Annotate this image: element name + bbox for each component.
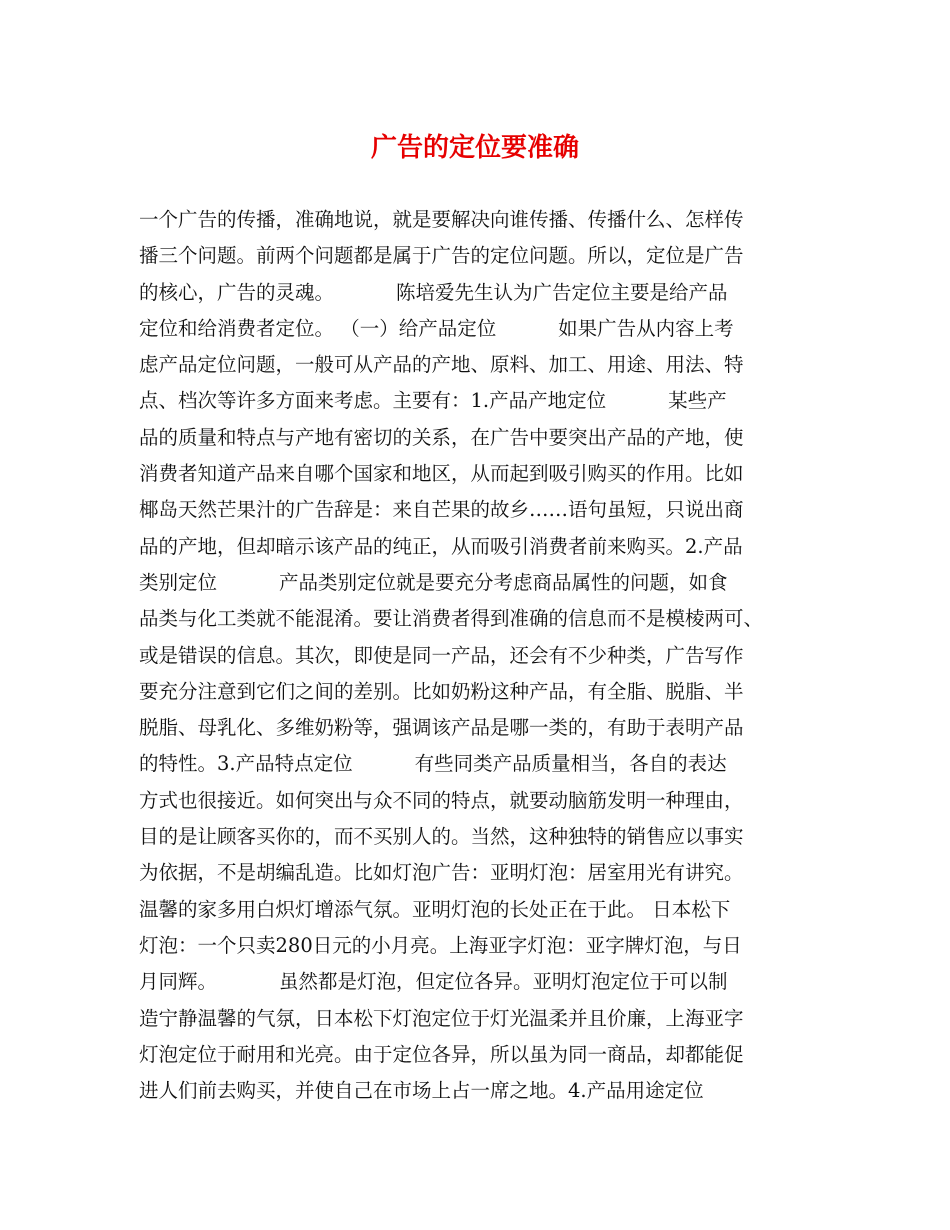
body-text-line: 播三个问题。前两个问题都是属于广告的定位问题。所以，定位是广告 <box>139 244 744 268</box>
body-text-line: 的特性。3.产品特点定位 有些同类产品质量相当，各自的表达 <box>139 752 727 776</box>
body-text-line: 方式也很接近。如何突出与众不同的特点，就要动脑筋发明一种理由， <box>139 788 744 812</box>
document-title: 广告的定位要准确 <box>370 133 579 163</box>
body-text-line: 定位和给消费者定位。 （一）给产品定位 如果广告从内容上考 <box>139 316 734 340</box>
body-text-line: 月同辉。 虽然都是灯泡，但定位各异。亚明灯泡定位于可以制 <box>139 970 728 994</box>
body-text-line: 的核心，广告的灵魂。 陈培爱先生认为广告定位主要是给产品 <box>139 280 728 304</box>
body-text-line: 为依据，不是胡编乱造。比如灯泡广告：亚明灯泡：居室用光有讲究。 <box>139 861 744 885</box>
body-text-line: 品的产地，但却暗示该产品的纯正，从而吸引消费者前来购买。2.产品 <box>139 534 743 558</box>
body-text-line: 消费者知道产品来自哪个国家和地区，从而起到吸引购买的作用。比如 <box>139 462 744 486</box>
body-text-line: 灯泡：一个只卖280日元的小月亮。上海亚字灯泡：亚字牌灯泡，与日 <box>139 933 742 957</box>
document-body <box>139 202 839 1109</box>
body-text-line: 椰岛天然芒果汁的广告辞是：来自芒果的故乡……语句虽短，只说出商 <box>139 498 744 522</box>
body-text-line: 造宁静温馨的气氛，日本松下灯泡定位于灯光温柔并且价廉，上海亚字 <box>139 1006 744 1030</box>
body-text-line: 温馨的家多用白炽灯增添气氛。亚明灯泡的长处正在于此。 日本松下 <box>139 897 731 921</box>
body-text-line: 进人们前去购买，并使自己在市场上占一席之地。4.产品用途定位 <box>139 1079 704 1103</box>
body-text-line: 一个广告的传播，准确地说，就是要解决向谁传播、传播什么、怎样传 <box>139 208 744 231</box>
body-text-line: 目的是让顾客买你的，而不买别人的。当然，这种独特的销售应以事实 <box>139 825 744 849</box>
body-text-line: 或是错误的信息。其次，即使是同一产品，还会有不少种类，广告写作 <box>139 643 744 667</box>
body-text-line: 虑产品定位问题，一般可从产品的产地、原料、加工、用途、用法、特 <box>139 353 744 377</box>
body-text-line: 脱脂、母乳化、多维奶粉等，强调该产品是哪一类的，有助于表明产品 <box>139 716 744 740</box>
body-text-line: 品类与化工类就不能混淆。要让消费者得到准确的信息而不是模棱两可、 <box>139 607 764 631</box>
body-text-line: 灯泡定位于耐用和光亮。由于定位各异，所以虽为同一商品，却都能促 <box>139 1042 744 1066</box>
body-text-line: 要充分注意到它们之间的差别。比如奶粉这种产品，有全脂、脱脂、半 <box>139 679 744 703</box>
body-text-line: 品的质量和特点与产地有密切的关系，在广告中要突出产品的产地，使 <box>139 425 744 449</box>
body-text-line: 类别定位 产品类别定位就是要充分考虑商品属性的问题，如食 <box>139 570 728 594</box>
body-text-line: 点、档次等许多方面来考虑。主要有：1.产品产地定位 某些产 <box>139 389 727 413</box>
